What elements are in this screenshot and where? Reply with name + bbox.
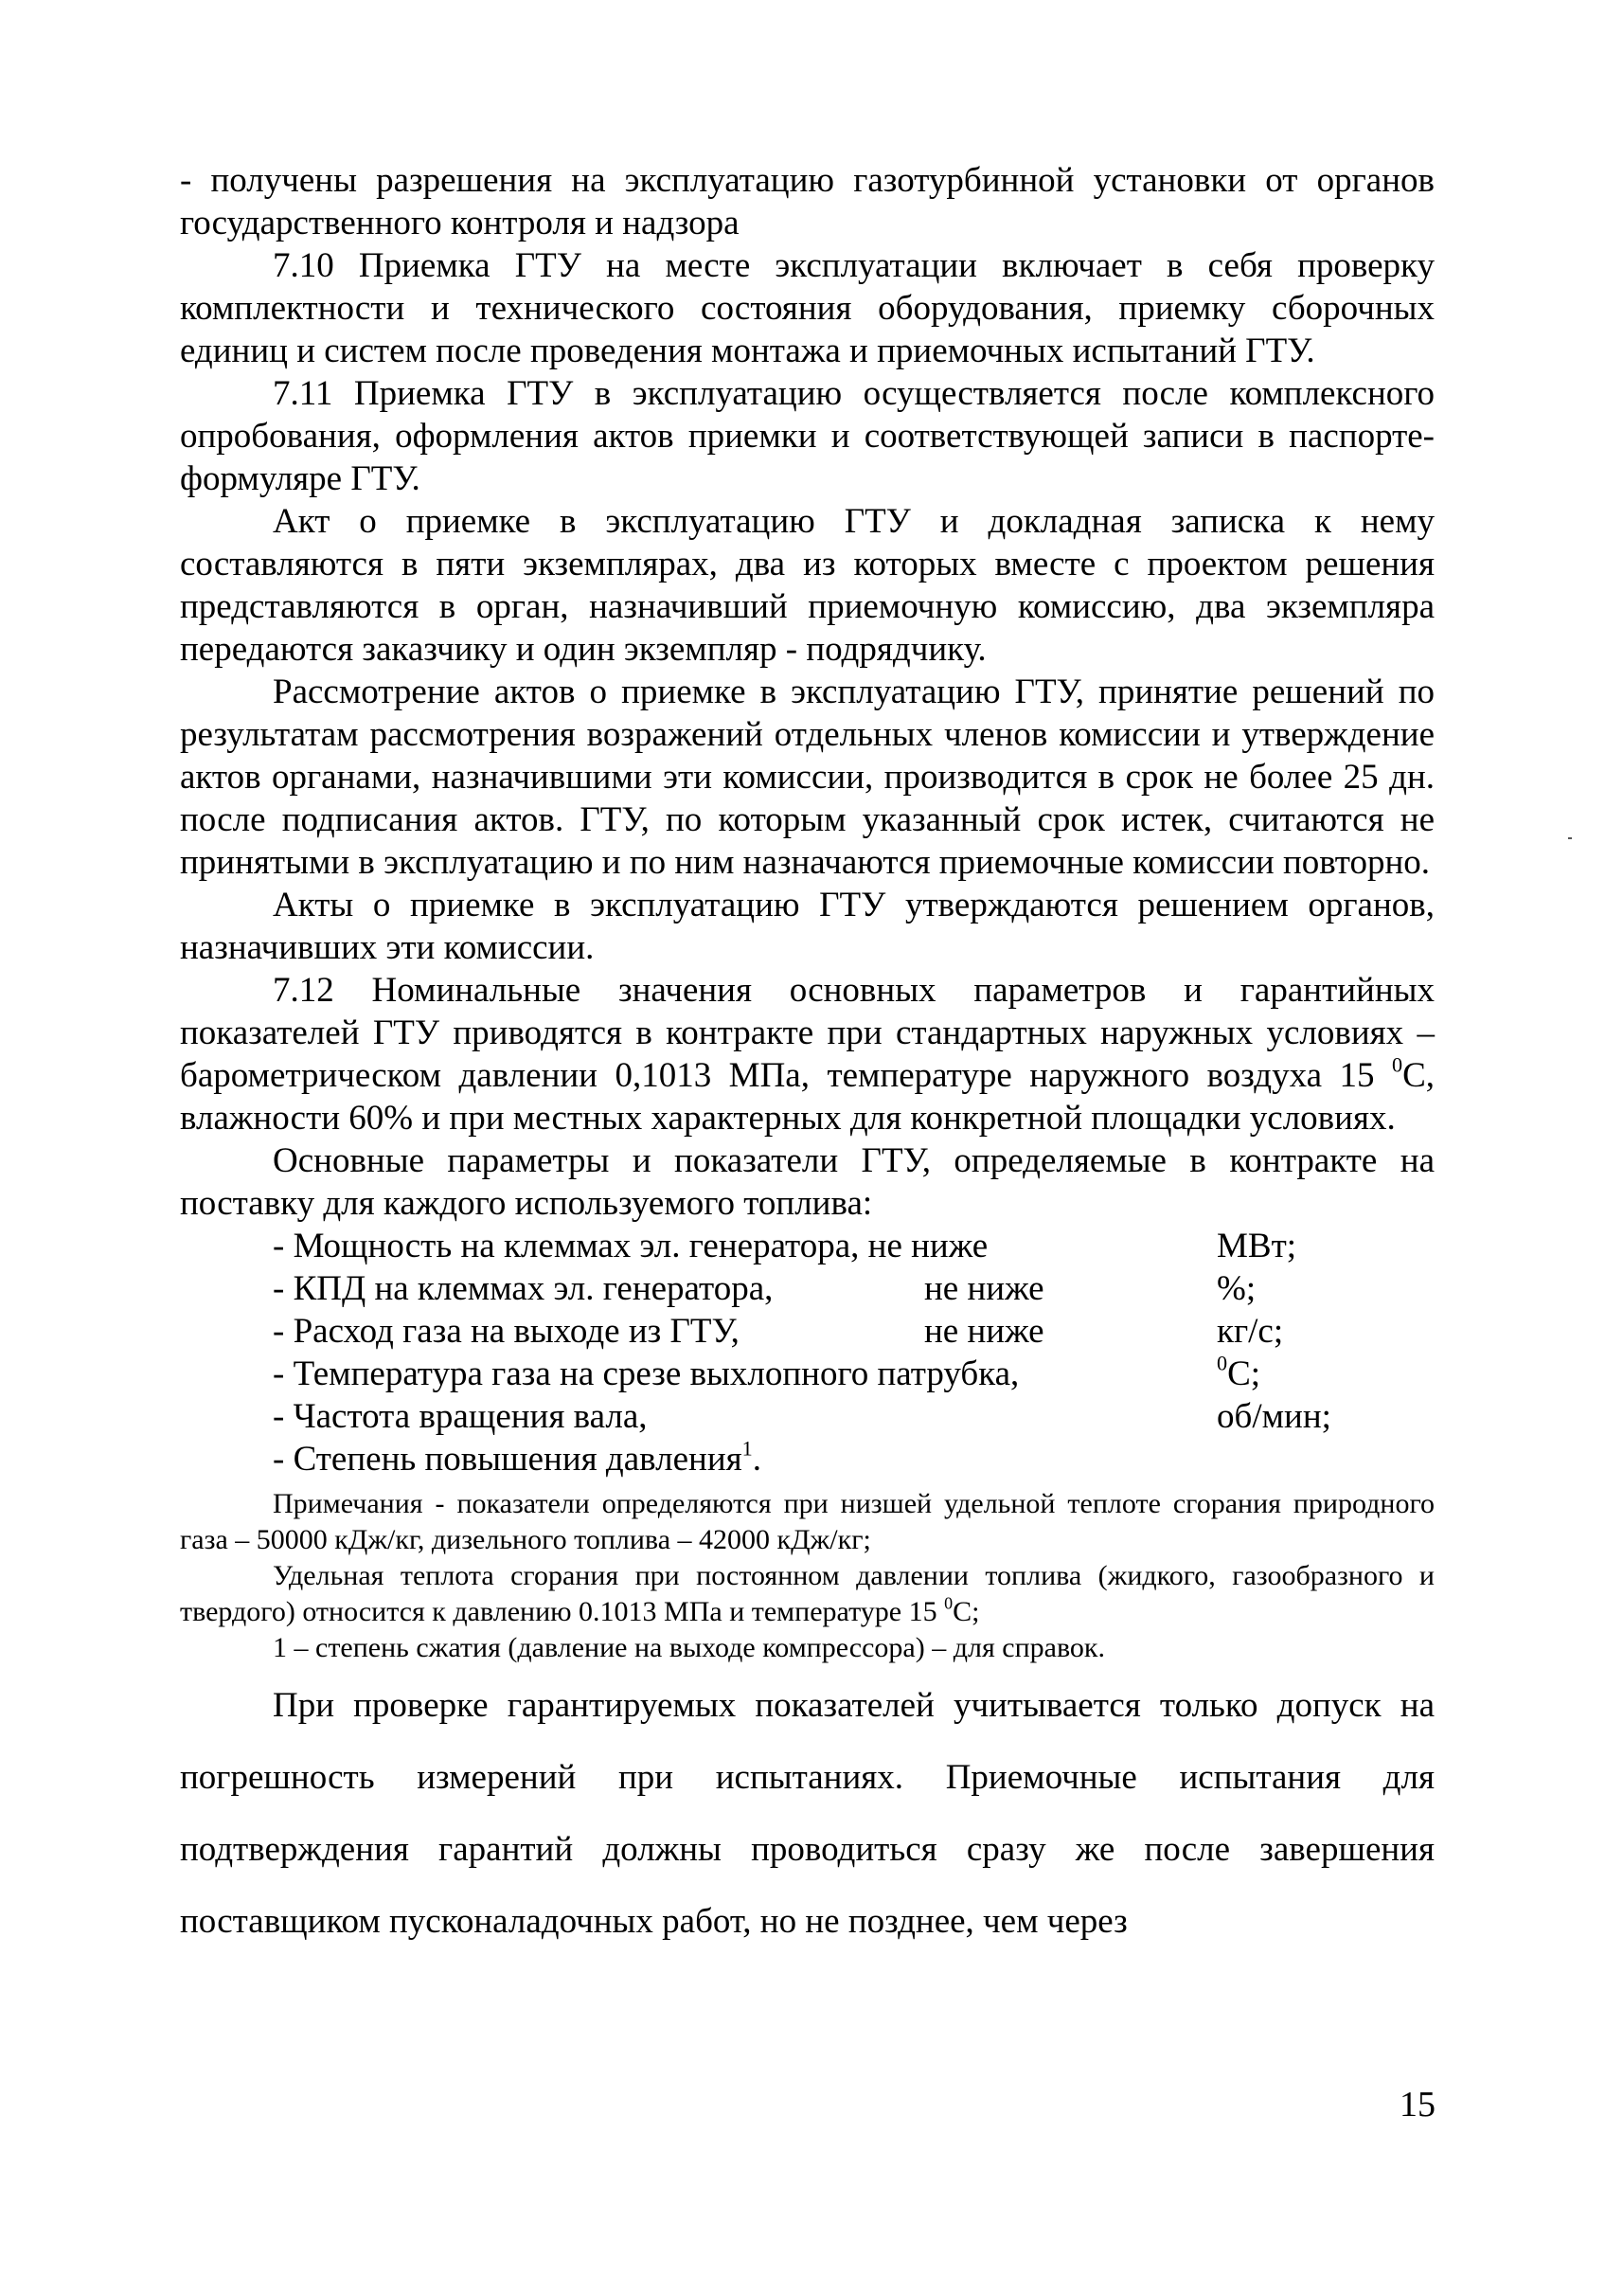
page-number: 15 bbox=[1400, 2085, 1436, 2125]
paragraph-guarantee-tests: При проверке гарантируемых показателей учитывается только допуск на погрешность измерений при испытаниях. Приемочные испытания для подтверждения гарантий должны проводиться сразу же после завершения поставщиком пусконаладочных работ, но не позднее, чем через bbox=[180, 1686, 1435, 1941]
parameter-limit: не ниже bbox=[924, 1269, 1044, 1308]
list-item bbox=[180, 1438, 1435, 1480]
note-specific-heat bbox=[180, 1558, 1435, 1630]
list-item bbox=[180, 1395, 1435, 1438]
list-item bbox=[180, 1310, 1435, 1353]
parameter-limit: не ниже bbox=[924, 1312, 1044, 1351]
list-item bbox=[180, 1267, 1435, 1310]
paragraph-approval: Акты о приемке в эксплуатацию ГТУ утверждаются решением органов, назначивших эти комиссии. bbox=[180, 886, 1435, 967]
notes-block bbox=[180, 1486, 1435, 1666]
parameters-list bbox=[180, 1225, 1435, 1480]
parameter-unit-group bbox=[1217, 1353, 1260, 1395]
parameter-name: - КПД на клеммах эл. генератора, bbox=[273, 1269, 774, 1308]
degree-superscript: 0 bbox=[1217, 1351, 1228, 1375]
parameter-name-tail: . bbox=[752, 1440, 761, 1479]
paragraph-7-12 bbox=[180, 969, 1435, 1139]
parameter-name: - Расход газа на выходе из ГТУ, bbox=[273, 1312, 740, 1351]
paragraph-7-11: 7.11 Приемка ГТУ в эксплуатацию осуществляется после комплексного опробования, оформления актов приемки и соответствующей записи в паспорте-формуляре ГТУ. bbox=[180, 374, 1435, 498]
note-specific-heat-part2: С; bbox=[953, 1596, 980, 1627]
parameter-unit: МВт; bbox=[1217, 1227, 1297, 1265]
scan-mark bbox=[1568, 837, 1572, 839]
parameter-unit: С; bbox=[1227, 1354, 1261, 1393]
paragraph-permits: - получены разрешения на эксплуатацию газотурбинной установки от органов государственного контроля и надзора bbox=[180, 161, 1435, 242]
degree-superscript: 0 bbox=[944, 1593, 954, 1613]
parameter-name-group bbox=[273, 1438, 761, 1480]
parameter-unit: кг/с; bbox=[1217, 1312, 1284, 1351]
parameter-name: - Частота вращения вала, bbox=[273, 1397, 648, 1436]
paragraph-7-12-part2: С, влажности 60% и при местных характерных для конкретной площадки условиях. bbox=[180, 1056, 1435, 1138]
list-item bbox=[180, 1353, 1435, 1395]
footnote-marker: 1 bbox=[741, 1436, 753, 1461]
closing-block bbox=[180, 1670, 1435, 1958]
paragraph-7-12-part1: 7.12 Номинальные значения основных параметров и гарантийных показателей ГТУ приводятся в контракте при стандартных наружных условиях – барометрическом давлении 0,1013 МПа, температуре наружного воздуха 15 bbox=[180, 971, 1435, 1095]
paragraph-7-10: 7.10 Приемка ГТУ на месте эксплуатации включает в себя проверку комплектности и технического состояния оборудования, приемку сборочных единиц и систем после проведения монтажа и приемочных испытаний ГТУ. bbox=[180, 246, 1435, 370]
paragraph-act: Акт о приемке в эксплуатацию ГТУ и докладная записка к нему составляются в пяти экземплярах, два из которых вместе с проектом решения представляются в орган, назначивший приемочную комиссию, два экземпляра передаются заказчику и один экземпляр - подрядчику. bbox=[180, 502, 1435, 669]
degree-superscript: 0 bbox=[1391, 1052, 1403, 1077]
note-compression-ratio: 1 – степень сжатия (давление на выходе компрессора) – для справок. bbox=[273, 1632, 1105, 1663]
paragraph-parameters-intro: Основные параметры и показатели ГТУ, определяемые в контракте на поставку для каждого используемого топлива: bbox=[180, 1141, 1435, 1223]
note-specific-heat-part1: Удельная теплота сгорания при постоянном давлении топлива (жидкого, газообразного и твердого) относится к давлению 0.1013 МПа и температуре 15 bbox=[180, 1560, 1435, 1627]
parameter-name: - Температура газа на срезе выхлопного патрубка, bbox=[273, 1354, 1020, 1393]
parameter-name: - Мощность на клеммах эл. генератора, не ниже bbox=[273, 1227, 989, 1265]
parameter-name: - Степень повышения давления bbox=[273, 1440, 742, 1479]
parameter-unit: об/мин; bbox=[1217, 1397, 1331, 1436]
parameter-unit: %; bbox=[1217, 1269, 1257, 1308]
paragraph-review: Рассмотрение актов о приемке в эксплуатацию ГТУ, принятие решений по результатам рассмотрения возражений отдельных членов комиссии и утверждение актов органами, назначившими эти комиссии, производится в срок не более 25 дн. после подписания актов. ГТУ, по которым указанный срок истек, считаются не принятыми в эксплуатацию и по ним назначаются приемочные комиссии повторно. bbox=[180, 673, 1435, 882]
list-item bbox=[180, 1225, 1435, 1267]
note-lower-heat-value: Примечания - показатели определяются при низшей удельной теплоте сгорания природного газа – 50000 кДж/кг, дизельного топлива – 42000 кДж/кг; bbox=[180, 1488, 1435, 1555]
page-body bbox=[180, 159, 1435, 1958]
